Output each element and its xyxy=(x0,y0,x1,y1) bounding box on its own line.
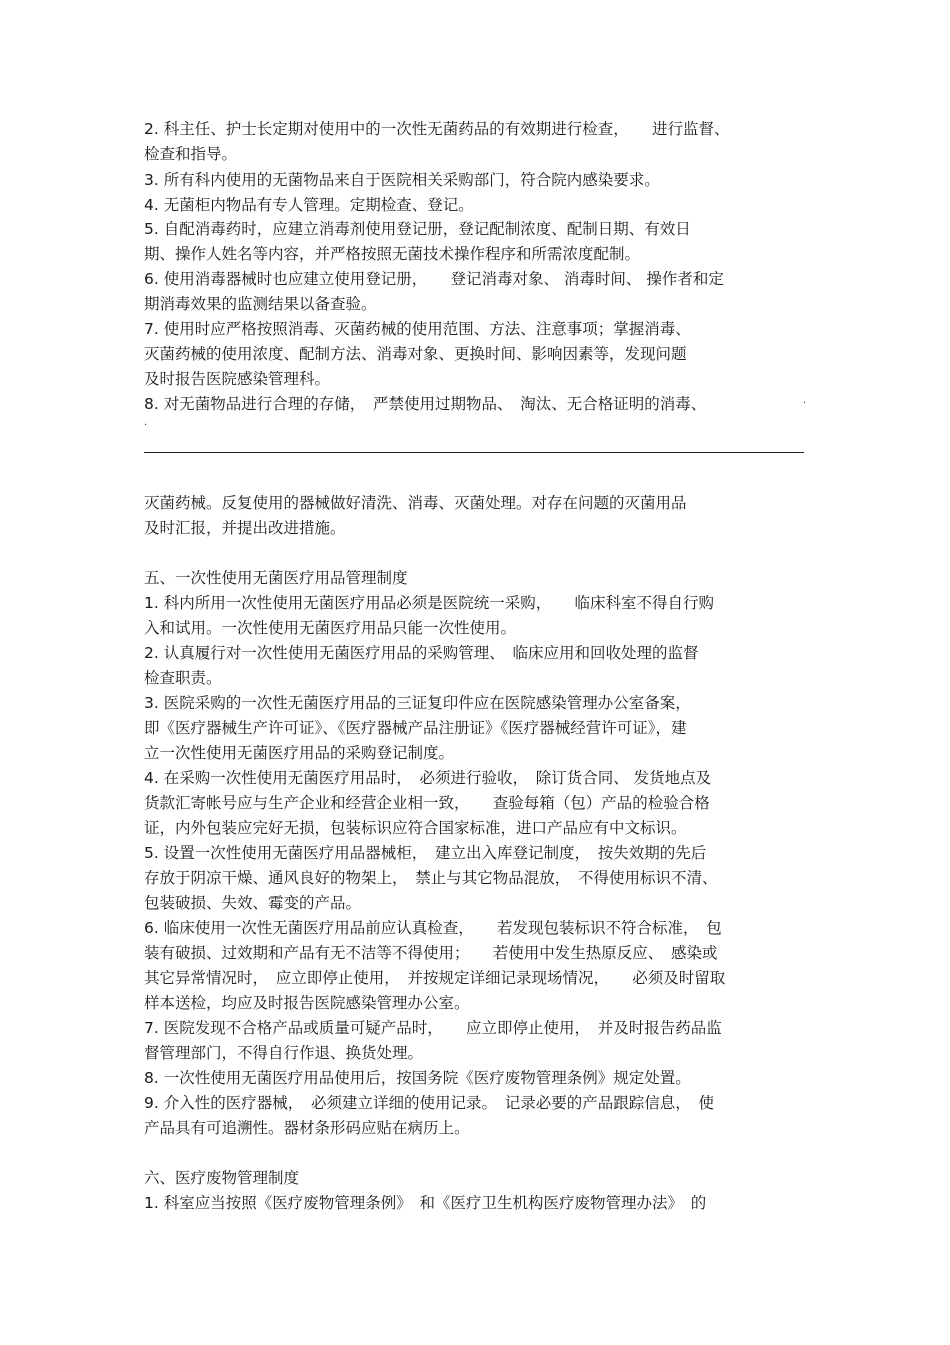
text-line: 装有破损、过效期和产品有无不洁等不得使用； 若使用中发生热原反应、 感染或 xyxy=(144,944,718,962)
text-line: 立一次性使用无菌医疗用品的采购登记制度。 xyxy=(144,744,455,762)
text-line: 3. 所有科内使用的无菌物品来自于医院相关采购部门，符合院内感染要求。 xyxy=(144,171,660,189)
text-line: 8. 一次性使用无菌医疗用品使用后，按国务院《医疗废物管理条例》规定处置。 xyxy=(144,1069,691,1087)
text-line: 1. 科内所用一次性使用无菌医疗用品必须是医院统一采购， 临床科室不得自行购 xyxy=(144,594,714,612)
section-heading: 五、一次性使用无菌医疗用品管理制度 xyxy=(144,569,408,587)
text-line: 灭菌药械的使用浓度、配制方法、消毒对象、更换时间、影响因素等，发现问题 xyxy=(144,345,687,363)
text-line: 期消毒效果的监测结果以备查验。 xyxy=(144,295,377,313)
text-line: 灭菌药械。反复使用的器械做好清洗、消毒、灭菌处理。对存在问题的灭菌用品 xyxy=(144,494,687,512)
text-line: 产品具有可追溯性。器材条形码应贴在病历上。 xyxy=(144,1119,470,1137)
edge-mark: · xyxy=(803,398,807,409)
text-line: 9. 介入性的医疗器械， 必须建立详细的使用记录。 记录必要的产品跟踪信息， 使 xyxy=(144,1094,714,1112)
text-line: 5. 设置一次性使用无菌医疗用品器械柜， 建立出入库登记制度， 按失效期的先后 xyxy=(144,844,707,862)
text-line: 期、操作人姓名等内容，并严格按照无菌技术操作程序和所需浓度配制。 xyxy=(144,245,641,263)
text-line: 及时报告医院感染管理科。 xyxy=(144,370,331,388)
text-line: 样本送检，均应及时报告医院感染管理办公室。 xyxy=(144,994,470,1012)
section-heading: 六、医疗废物管理制度 xyxy=(144,1169,300,1187)
text-line: 其它异常情况时， 应立即停止使用， 并按规定详细记录现场情况， 必须及时留取 xyxy=(144,969,726,987)
text-line: 4. 在采购一次性使用无菌医疗用品时， 必须进行验收， 除订货合同、 发货地点及 xyxy=(144,769,712,787)
text-line: 1. 科室应当按照《医疗废物管理条例》 和《医疗卫生机构医疗废物管理办法》 的 xyxy=(144,1194,707,1212)
text-line: 7. 使用时应严格按照消毒、灭菌药械的使用范围、方法、注意事项；掌握消毒、 xyxy=(144,320,691,338)
text-line: 证，内外包装应完好无损，包装标识应符合国家标准，进口产品应有中文标识。 xyxy=(144,819,687,837)
text-line: 6. 使用消毒器械时也应建立使用登记册， 登记消毒对象、 消毒时间、 操作者和定 xyxy=(144,270,724,288)
text-line: 2. 认真履行对一次性使用无菌医疗用品的采购管理、 临床应用和回收处理的监督 xyxy=(144,644,699,662)
text-line: 即《医疗器械生产许可证》、《医疗器械产品注册证》《医疗器械经营许可证》，建 xyxy=(144,719,687,737)
page-divider xyxy=(144,452,804,453)
edge-mark: · xyxy=(144,420,148,431)
text-line: 入和试用。一次性使用无菌医疗用品只能一次性使用。 xyxy=(144,619,517,637)
text-line: 督管理部门，不得自行作退、换货处理。 xyxy=(144,1044,424,1062)
text-line: 3. 医院采购的一次性无菌医疗用品的三证复印件应在医院感染管理办公室备案， xyxy=(144,694,691,712)
text-line: 2. 科主任、护士长定期对使用中的一次性无菌药品的有效期进行检查， 进行监督、 xyxy=(144,120,730,138)
text-line: 7. 医院发现不合格产品或质量可疑产品时， 应立即停止使用， 并及时报告药品监 xyxy=(144,1019,722,1037)
text-line: 4. 无菌柜内物品有专人管理。定期检查、登记。 xyxy=(144,196,474,214)
text-line: 货款汇寄帐号应与生产企业和经营企业相一致， 查验每箱（包）产品的检验合格 xyxy=(144,794,710,812)
text-line: 检查和指导。 xyxy=(144,145,238,163)
text-line: 存放于阴凉干燥、通风良好的物架上， 禁止与其它物品混放， 不得使用标识不清、 xyxy=(144,869,718,887)
text-line: 8. 对无菌物品进行合理的存储， 严禁使用过期物品、 淘汰、无合格证明的消毒、 xyxy=(144,395,707,413)
text-line: 5. 自配消毒药时，应建立消毒剂使用登记册，登记配制浓度、配制日期、有效日 xyxy=(144,220,691,238)
text-line: 及时汇报，并提出改进措施。 xyxy=(144,519,346,537)
text-line: 6. 临床使用一次性无菌医疗用品前应认真检查， 若发现包装标识不符合标准， 包 xyxy=(144,919,722,937)
text-line: 检查职责。 xyxy=(144,669,222,687)
text-line: 包装破损、失效、霉变的产品。 xyxy=(144,894,362,912)
